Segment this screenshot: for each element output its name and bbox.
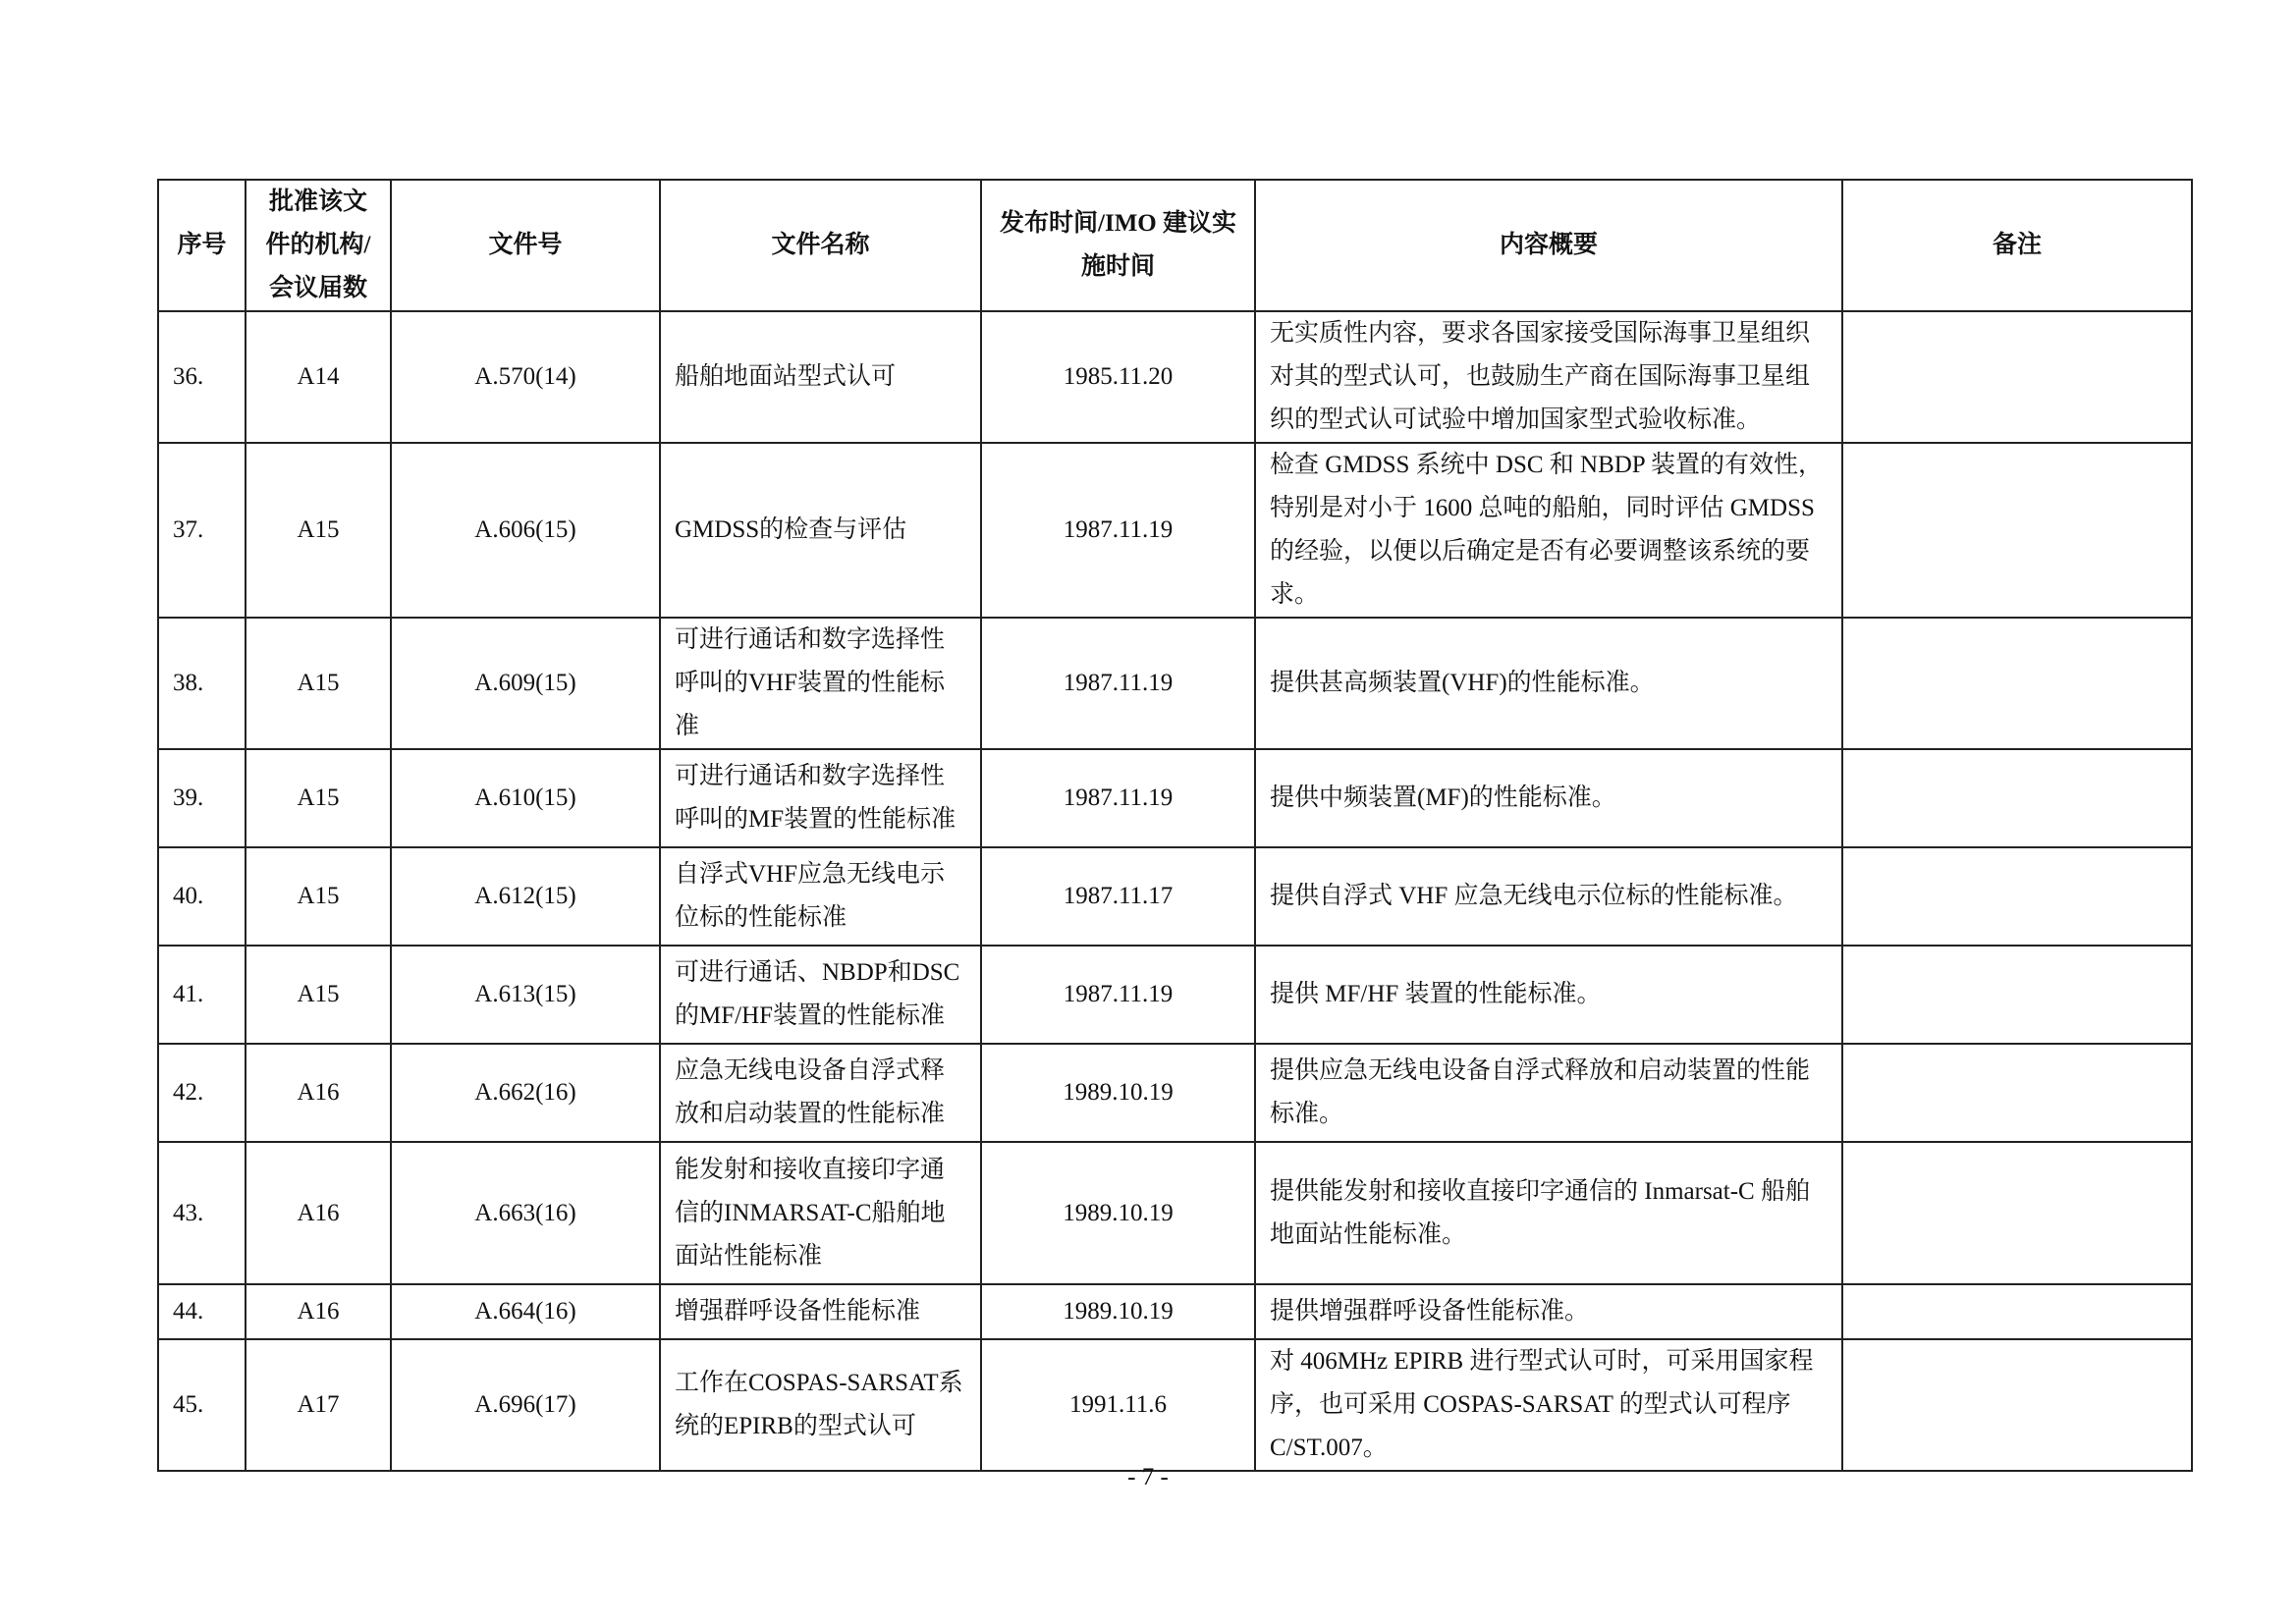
cell-no: 39. xyxy=(158,749,246,847)
table-header-row xyxy=(158,180,2192,311)
header-summary: 内容概要 xyxy=(1255,180,1842,311)
cell-summary: 检查 GMDSS 系统中 DSC 和 NBDP 装置的有效性，特别是对小于 1600 总吨的船舶，同时评估 GMDSS 的经验，以便以后确定是否有必要调整该系统的要求。 xyxy=(1255,443,1842,618)
cell-no: 40. xyxy=(158,847,246,946)
table-row xyxy=(158,618,2192,749)
regulations-table xyxy=(157,179,2193,1472)
table-row xyxy=(158,847,2192,946)
cell-remark xyxy=(1842,1142,2192,1284)
cell-remark xyxy=(1842,443,2192,618)
cell-date: 1987.11.19 xyxy=(981,618,1255,749)
header-remark: 备注 xyxy=(1842,180,2192,311)
cell-org: A15 xyxy=(246,618,391,749)
cell-date: 1989.10.19 xyxy=(981,1284,1255,1339)
cell-no: 45. xyxy=(158,1339,246,1471)
cell-date: 1989.10.19 xyxy=(981,1142,1255,1284)
cell-no: 43. xyxy=(158,1142,246,1284)
cell-name: 可进行通话和数字选择性呼叫的MF装置的性能标准 xyxy=(660,749,981,847)
header-doc-no: 文件号 xyxy=(391,180,660,311)
cell-no: 44. xyxy=(158,1284,246,1339)
cell-summary: 提供自浮式 VHF 应急无线电示位标的性能标准。 xyxy=(1255,847,1842,946)
header-no: 序号 xyxy=(158,180,246,311)
cell-summary: 提供应急无线电设备自浮式释放和启动装置的性能标准。 xyxy=(1255,1044,1842,1142)
cell-remark xyxy=(1842,1284,2192,1339)
cell-date: 1989.10.19 xyxy=(981,1044,1255,1142)
cell-summary: 提供增强群呼设备性能标准。 xyxy=(1255,1284,1842,1339)
cell-date: 1985.11.20 xyxy=(981,311,1255,443)
cell-doc-no: A.696(17) xyxy=(391,1339,660,1471)
cell-summary: 提供中频装置(MF)的性能标准。 xyxy=(1255,749,1842,847)
cell-org: A16 xyxy=(246,1044,391,1142)
cell-name: 自浮式VHF应急无线电示位标的性能标准 xyxy=(660,847,981,946)
cell-no: 37. xyxy=(158,443,246,618)
table-row xyxy=(158,1339,2192,1471)
page-number: - 7 - xyxy=(1127,1464,1169,1490)
cell-no: 41. xyxy=(158,946,246,1044)
cell-name: 船舶地面站型式认可 xyxy=(660,311,981,443)
cell-no: 38. xyxy=(158,618,246,749)
cell-summary: 提供甚高频装置(VHF)的性能标准。 xyxy=(1255,618,1842,749)
cell-doc-no: A.664(16) xyxy=(391,1284,660,1339)
cell-doc-no: A.612(15) xyxy=(391,847,660,946)
cell-name: 工作在COSPAS-SARSAT系统的EPIRB的型式认可 xyxy=(660,1339,981,1471)
cell-remark xyxy=(1842,618,2192,749)
cell-org: A16 xyxy=(246,1284,391,1339)
header-org: 批准该文件的机构/会议届数 xyxy=(246,180,391,311)
cell-summary: 提供能发射和接收直接印字通信的 Inmarsat-C 船舶地面站性能标准。 xyxy=(1255,1142,1842,1284)
cell-org: A15 xyxy=(246,847,391,946)
cell-date: 1991.11.6 xyxy=(981,1339,1255,1471)
table-row xyxy=(158,1284,2192,1339)
cell-summary: 无实质性内容，要求各国家接受国际海事卫星组织对其的型式认可，也鼓励生产商在国际海事卫星组织的型式认可试验中增加国家型式验收标准。 xyxy=(1255,311,1842,443)
cell-doc-no: A.609(15) xyxy=(391,618,660,749)
cell-name: GMDSS的检查与评估 xyxy=(660,443,981,618)
table-row xyxy=(158,1044,2192,1142)
cell-remark xyxy=(1842,946,2192,1044)
header-name: 文件名称 xyxy=(660,180,981,311)
cell-summary: 对 406MHz EPIRB 进行型式认可时，可采用国家程序，也可采用 COSPAS-SARSAT 的型式认可程序C/ST.007。 xyxy=(1255,1339,1842,1471)
cell-date: 1987.11.17 xyxy=(981,847,1255,946)
cell-name: 可进行通话和数字选择性呼叫的VHF装置的性能标准 xyxy=(660,618,981,749)
table-row xyxy=(158,311,2192,443)
cell-name: 能发射和接收直接印字通信的INMARSAT-C船舶地面站性能标准 xyxy=(660,1142,981,1284)
cell-date: 1987.11.19 xyxy=(981,749,1255,847)
cell-org: A17 xyxy=(246,1339,391,1471)
table-row xyxy=(158,749,2192,847)
cell-name: 应急无线电设备自浮式释放和启动装置的性能标准 xyxy=(660,1044,981,1142)
cell-org: A14 xyxy=(246,311,391,443)
cell-doc-no: A.663(16) xyxy=(391,1142,660,1284)
cell-org: A15 xyxy=(246,749,391,847)
cell-date: 1987.11.19 xyxy=(981,443,1255,618)
cell-name: 可进行通话、NBDP和DSC的MF/HF装置的性能标准 xyxy=(660,946,981,1044)
table-row xyxy=(158,443,2192,618)
cell-remark xyxy=(1842,749,2192,847)
cell-org: A15 xyxy=(246,443,391,618)
header-date: 发布时间/IMO 建议实施时间 xyxy=(981,180,1255,311)
cell-no: 36. xyxy=(158,311,246,443)
cell-doc-no: A.613(15) xyxy=(391,946,660,1044)
cell-remark xyxy=(1842,311,2192,443)
cell-org: A15 xyxy=(246,946,391,1044)
cell-org: A16 xyxy=(246,1142,391,1284)
cell-summary: 提供 MF/HF 装置的性能标准。 xyxy=(1255,946,1842,1044)
table-row xyxy=(158,1142,2192,1284)
cell-remark xyxy=(1842,1339,2192,1471)
cell-doc-no: A.570(14) xyxy=(391,311,660,443)
cell-doc-no: A.662(16) xyxy=(391,1044,660,1142)
cell-remark xyxy=(1842,847,2192,946)
cell-name: 增强群呼设备性能标准 xyxy=(660,1284,981,1339)
cell-date: 1987.11.19 xyxy=(981,946,1255,1044)
cell-doc-no: A.606(15) xyxy=(391,443,660,618)
cell-no: 42. xyxy=(158,1044,246,1142)
cell-doc-no: A.610(15) xyxy=(391,749,660,847)
table-row xyxy=(158,946,2192,1044)
cell-remark xyxy=(1842,1044,2192,1142)
